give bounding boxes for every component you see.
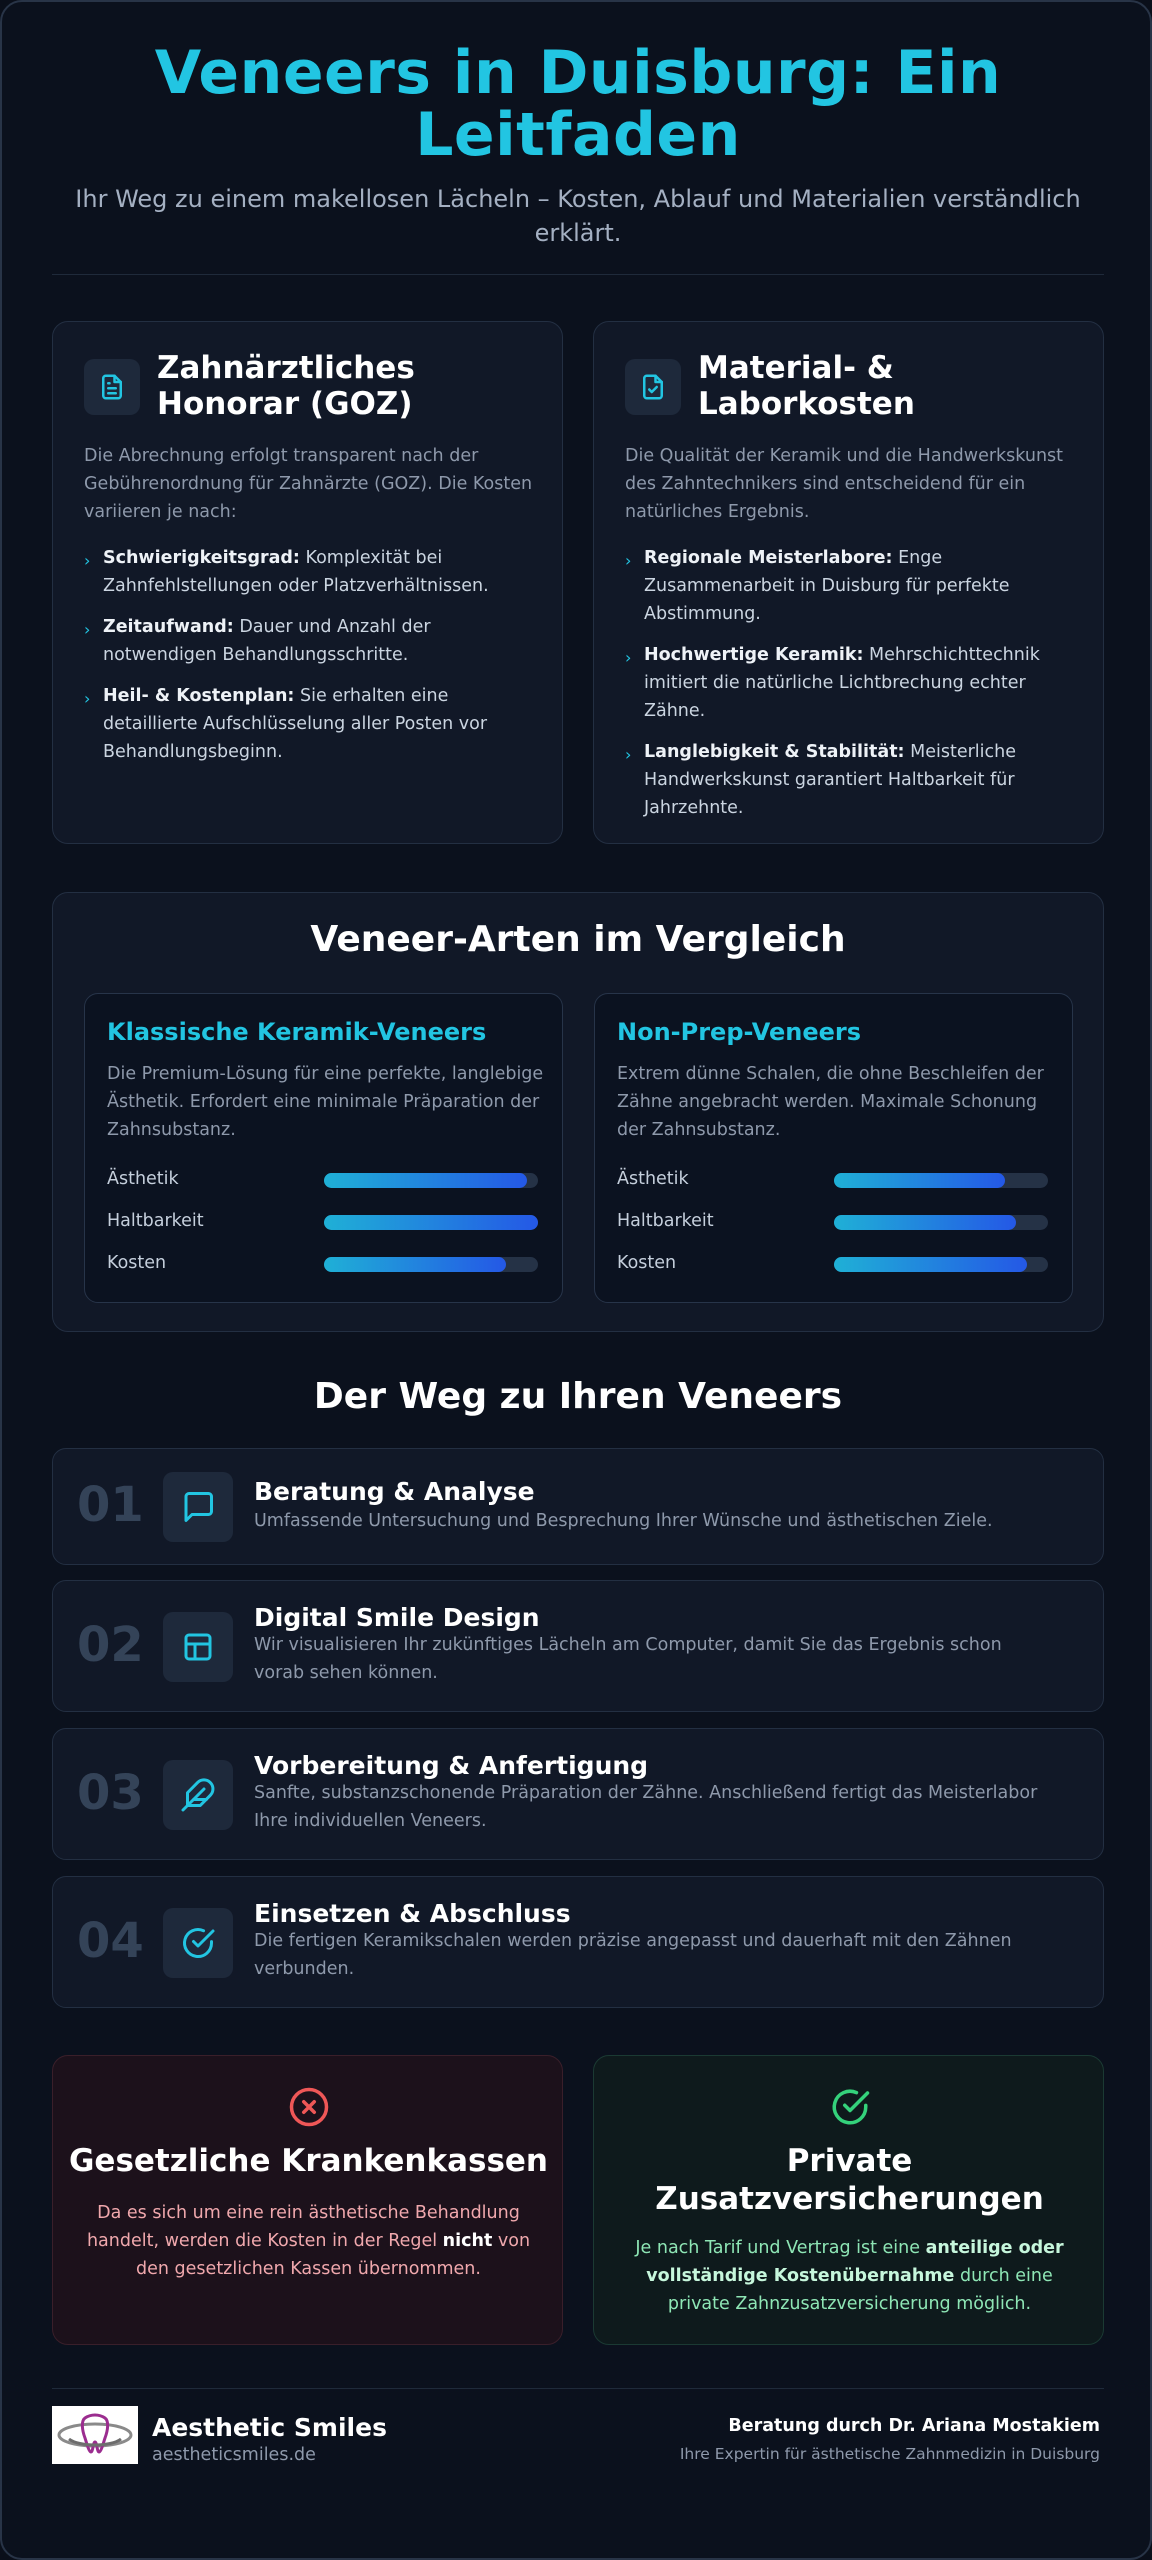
text-part: durch eine private Zahnzusatzversicherung möglich. [667,2266,1053,2314]
veneer-type-name: Klassische Keramik-Veneers [107,1018,487,1046]
bullet-term: Hochwertige Keramik: [644,645,864,665]
divider [52,2388,1104,2389]
divider [52,274,1104,275]
bullet-text: Sie erhalten eine detaillierte Aufschlüsselung aller Posten vor Behandlungsbeginn. [103,686,488,762]
step-number: 04 [77,1913,144,1969]
metric-label: Ästhetik [617,1169,689,1189]
metric-track [324,1257,538,1272]
process-step [52,1448,1104,1565]
process-title: Der Weg zu Ihren Veneers [313,1376,843,1417]
brand-domain[interactable]: aestheticsmiles.de [152,2445,316,2465]
metric-track [324,1173,538,1188]
process-step [52,1876,1104,2008]
step-desc: Sanfte, substanzschonende Präparation der Zähne. Anschließend fertigt das Meisterlabor Ihre individuellen Veneers. [254,1783,1038,1831]
bullet-term: Langlebigkeit & Stabilität: [644,742,905,762]
text-part: Je nach Tarif und Vertrag ist eine [635,2238,926,2258]
private-insurance-card [593,2055,1104,2345]
comparison-section [52,892,1104,1332]
veneer-type-card [84,993,563,1303]
x-circle-icon [53,2086,564,2128]
bullet-term: Schwierigkeitsgrad: [103,548,300,568]
insurance-title: Private Zusatzversicherungen [655,2143,1044,2217]
bullet-text: Enge Zusammenarbeit in Duisburg für perfekte Abstimmung. [644,548,1010,624]
bullet-text: Meisterliche Handwerkskunst garantiert Haltbarkeit für Jahrzehnte. [644,742,1016,818]
list-item [84,613,534,669]
card-title: Material- & Laborkosten [698,350,915,422]
list-item [84,682,534,766]
bullet-term: Heil- & Kostenplan: [103,686,295,706]
brand-logo [52,2406,138,2464]
chevron-right-icon: › [625,745,632,764]
step-number: 03 [77,1765,144,1821]
metric-label: Kosten [107,1253,167,1273]
veneer-type-desc: Extrem dünne Schalen, die ohne Beschleifen der Zähne angebracht werden. Maximale Schonung der Zahnsubstanz. [617,1064,1044,1140]
metric-bar [834,1173,1005,1188]
chevron-right-icon: › [84,551,91,570]
step-title: Vorbereitung & Anfertigung [254,1751,649,1780]
step-desc: Umfassende Untersuchung und Besprechung Ihrer Wünsche und ästhetischen Ziele. [254,1511,993,1531]
material-bullet-list [625,544,1075,835]
step-title: Einsetzen & Abschluss [254,1899,571,1928]
emphasis: anteilige oder vollständige Kostenübernahme [646,2238,1064,2286]
bullet-term: Zeitaufwand: [103,617,234,637]
insurance-text [624,2234,1075,2318]
metric-bar [324,1215,538,1230]
page-subtitle: Ihr Weg zu einem makellosen Lächeln – Kosten, Ablauf und Materialien verständlich erklärt. [75,185,1081,247]
metric-row [107,1253,537,1273]
emphasis: nicht [442,2231,493,2251]
metric-row [617,1211,1047,1231]
step-number: 02 [77,1617,144,1673]
feather-pen-icon [163,1760,233,1830]
veneer-type-card [594,993,1073,1303]
metric-row [107,1169,537,1189]
metric-track [324,1215,538,1230]
bullet-term: Regionale Meisterlabore: [644,548,893,568]
chevron-right-icon: › [625,551,632,570]
comparison-title: Veneer-Arten im Vergleich [310,919,846,960]
hero-header [52,38,1104,250]
metric-label: Kosten [617,1253,677,1273]
insurance-title: Gesetzliche Krankenkassen [68,2143,549,2179]
metric-row [107,1211,537,1231]
honorar-bullet-list [84,544,534,779]
step-number: 01 [77,1477,144,1533]
bullet-text: Mehrschichttechnik imitiert die natürliche Lichtbrechung echter Zähne. [644,645,1040,721]
doctor-name: Beratung durch Dr. Ariana Mostakiem [728,2416,1100,2436]
metric-label: Ästhetik [107,1169,179,1189]
veneer-type-desc: Die Premium-Lösung für eine perfekte, langlebige Ästhetik. Erfordert eine minimale Präparation der Zahnsubstanz. [107,1064,544,1140]
step-desc: Die fertigen Keramikschalen werden präzise angepasst und dauerhaft mit den Zähnen verbunden. [254,1931,1012,1979]
process-step [52,1580,1104,1712]
check-circle-icon [163,1908,233,1978]
chevron-right-icon: › [84,620,91,639]
card-title: Zahnärztliches Honorar (GOZ) [157,350,415,422]
bullet-text: Komplexität bei Zahnfehlstellungen oder Platzverhältnissen. [103,548,489,596]
metric-bar [834,1215,1016,1230]
check-circle-icon [594,2086,1105,2128]
list-item [625,738,1075,822]
doctor-tagline: Ihre Expertin für ästhetische Zahnmedizin in Duisburg [679,2445,1100,2463]
text-part: von den gesetzlichen Kassen übernommen. [136,2231,531,2279]
card-intro: Die Qualität der Keramik und die Handwerkskunst des Zahntechnikers sind entscheidend für ein natürliches Ergebnis. [625,446,1064,522]
chevron-right-icon: › [625,648,632,667]
chevron-right-icon: › [84,689,91,708]
brand-name: Aesthetic Smiles [152,2413,387,2442]
document-icon [84,359,140,415]
metric-track [834,1173,1048,1188]
process-step [52,1728,1104,1860]
metric-label: Haltbarkeit [617,1211,714,1231]
list-item [625,544,1075,628]
step-title: Beratung & Analyse [254,1477,535,1506]
layout-icon [163,1612,233,1682]
invoice-icon [625,359,681,415]
statutory-insurance-card [52,2055,563,2345]
step-title: Digital Smile Design [254,1603,540,1632]
metric-row [617,1253,1047,1273]
chat-bubble-icon [163,1472,233,1542]
bullet-text: Dauer und Anzahl der notwendigen Behandlungsschritte. [103,617,431,665]
list-item [625,641,1075,725]
card-intro: Die Abrechnung erfolgt transparent nach der Gebührenordnung für Zahnärzte (GOZ). Die Kosten variieren je nach: [84,446,533,522]
page-title: Veneers in Duisburg: Ein Leitfaden [154,38,1002,170]
metric-row [617,1169,1047,1189]
text-part: Da es sich um eine rein ästhetische Behandlung handelt, werden die Kosten in der Regel [86,2203,520,2251]
metric-track [834,1257,1048,1272]
step-desc: Wir visualisieren Ihr zukünftiges Lächeln am Computer, damit Sie das Ergebnis schon vorab sehen können. [254,1635,1002,1683]
metric-bar [324,1173,527,1188]
honorar-card [52,321,563,844]
metric-label: Haltbarkeit [107,1211,204,1231]
metric-track [834,1215,1048,1230]
material-card [593,321,1104,844]
metric-bar [324,1257,506,1272]
list-item [84,544,534,600]
insurance-text [83,2199,534,2283]
metric-bar [834,1257,1027,1272]
veneer-type-name: Non-Prep-Veneers [617,1018,862,1046]
